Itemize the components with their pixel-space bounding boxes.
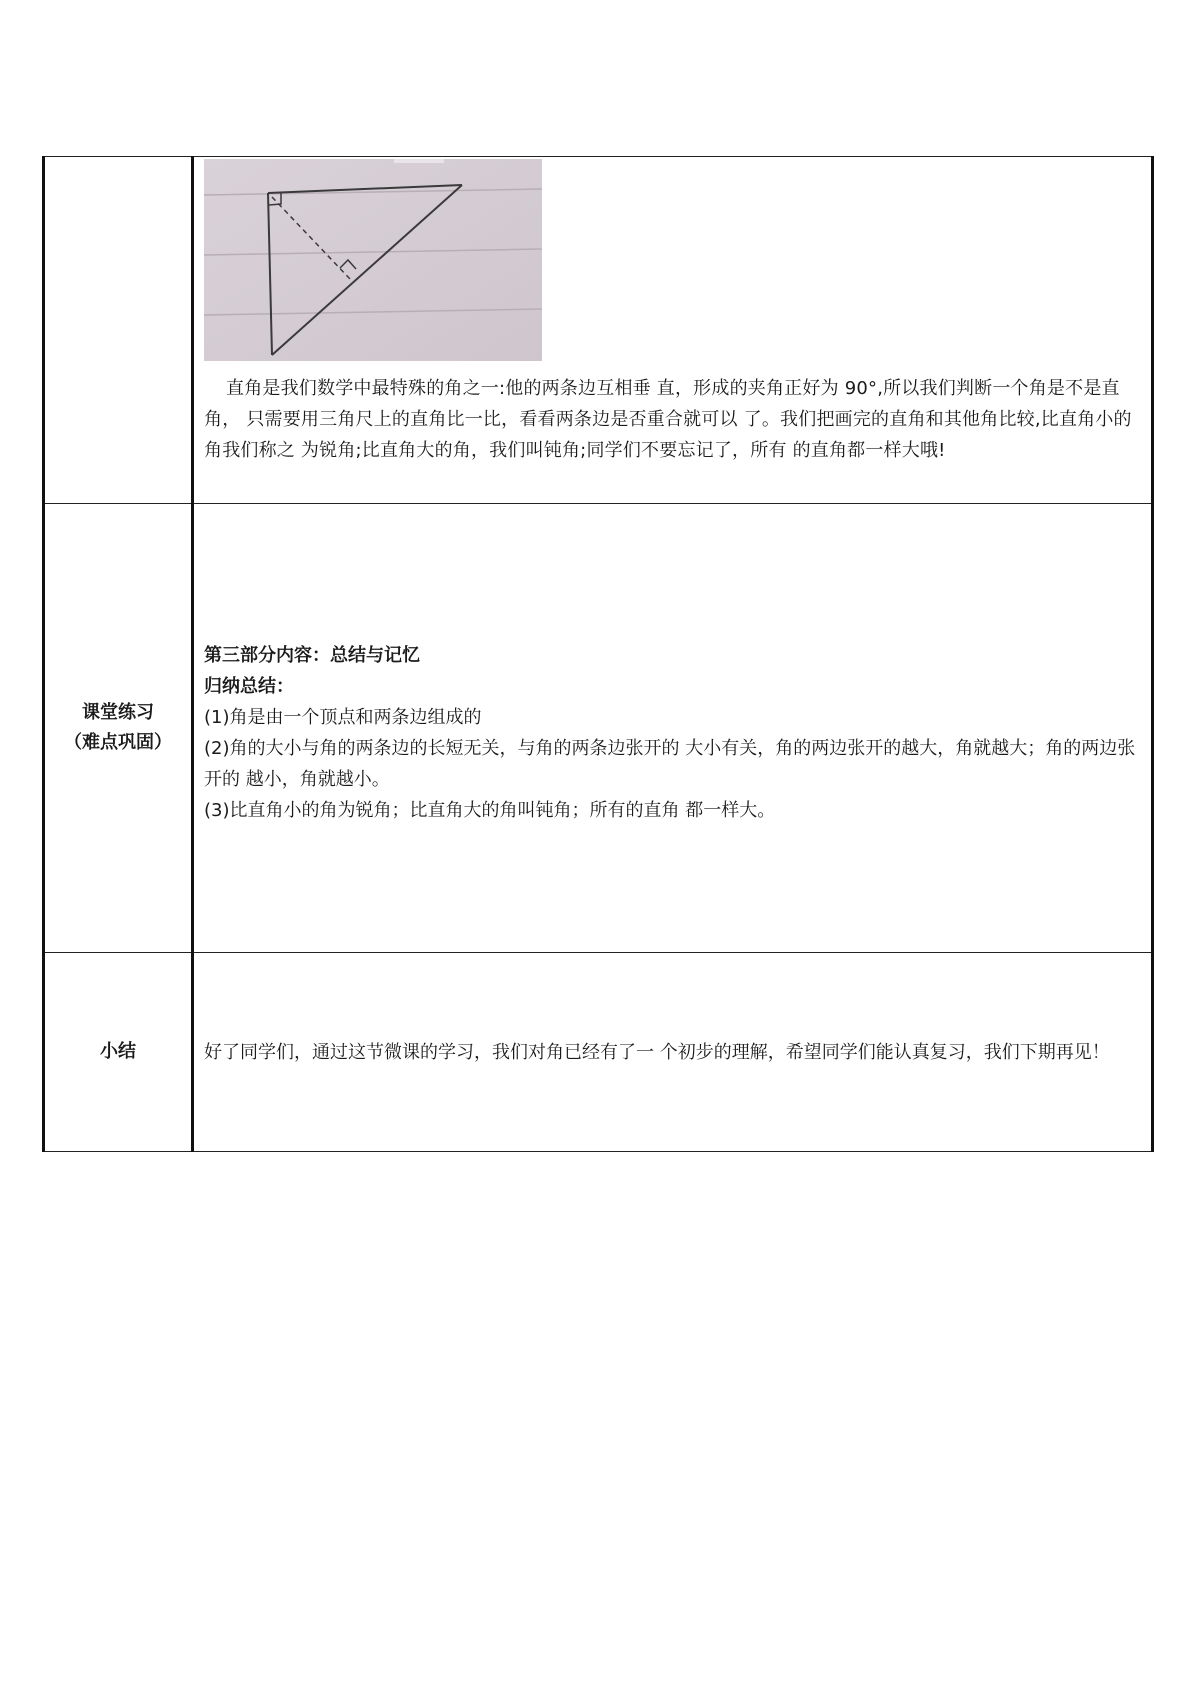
label-line-2: （难点巩固） (64, 732, 172, 753)
label-line-1: 课堂练习 (82, 702, 154, 723)
table-row (44, 504, 1153, 953)
row-label-summary: 小结 (44, 953, 193, 1152)
table-row (44, 157, 1153, 504)
section-subtitle: 归纳总结： (204, 676, 294, 697)
section-title: 第三部分内容：总结与记忆 (204, 645, 420, 666)
content-cell (193, 953, 1153, 1152)
content-cell (193, 504, 1153, 953)
row-label-empty (44, 157, 193, 504)
table-row (44, 953, 1153, 1152)
list-item: (2)角的大小与角的两条边的长短无关，与角的两条边张开的 大小有关，角的两边张开的越大，角就越大；角的两边张开的 越小，角就越小。 (204, 738, 1136, 790)
list-item: (1)角是由一个顶点和两条边组成的 (204, 707, 482, 728)
lesson-table (42, 156, 1154, 1152)
list-item: (3)比直角小的角为锐角；比直角大的角叫钝角；所有的直角 都一样大。 (204, 800, 776, 821)
right-angle-paragraph: 直角是我们数学中最特殊的角之一:他的两条边互相垂 直，形成的夹角正好为 90°,所以我们判断一个角是不是直角， 只需要用三角尺上的直角比一比，看看两条边是否重合就可以 了。我们把画完的直角和其他角比较,比直角小的角我们称之 为锐角;比直角大的角，我们叫钝角;同学们不要忘记了，所有 的直角都一样大哦! (204, 378, 1132, 461)
right-triangle-photo (204, 159, 542, 361)
content-cell (193, 157, 1153, 504)
row-label-practice (44, 504, 193, 953)
summary-section (194, 640, 1151, 826)
closing-summary: 好了同学们，通过这节微课的学习，我们对角已经有了一 个初步的理解，希望同学们能认真复习，我们下期再见！ (204, 1041, 1110, 1063)
